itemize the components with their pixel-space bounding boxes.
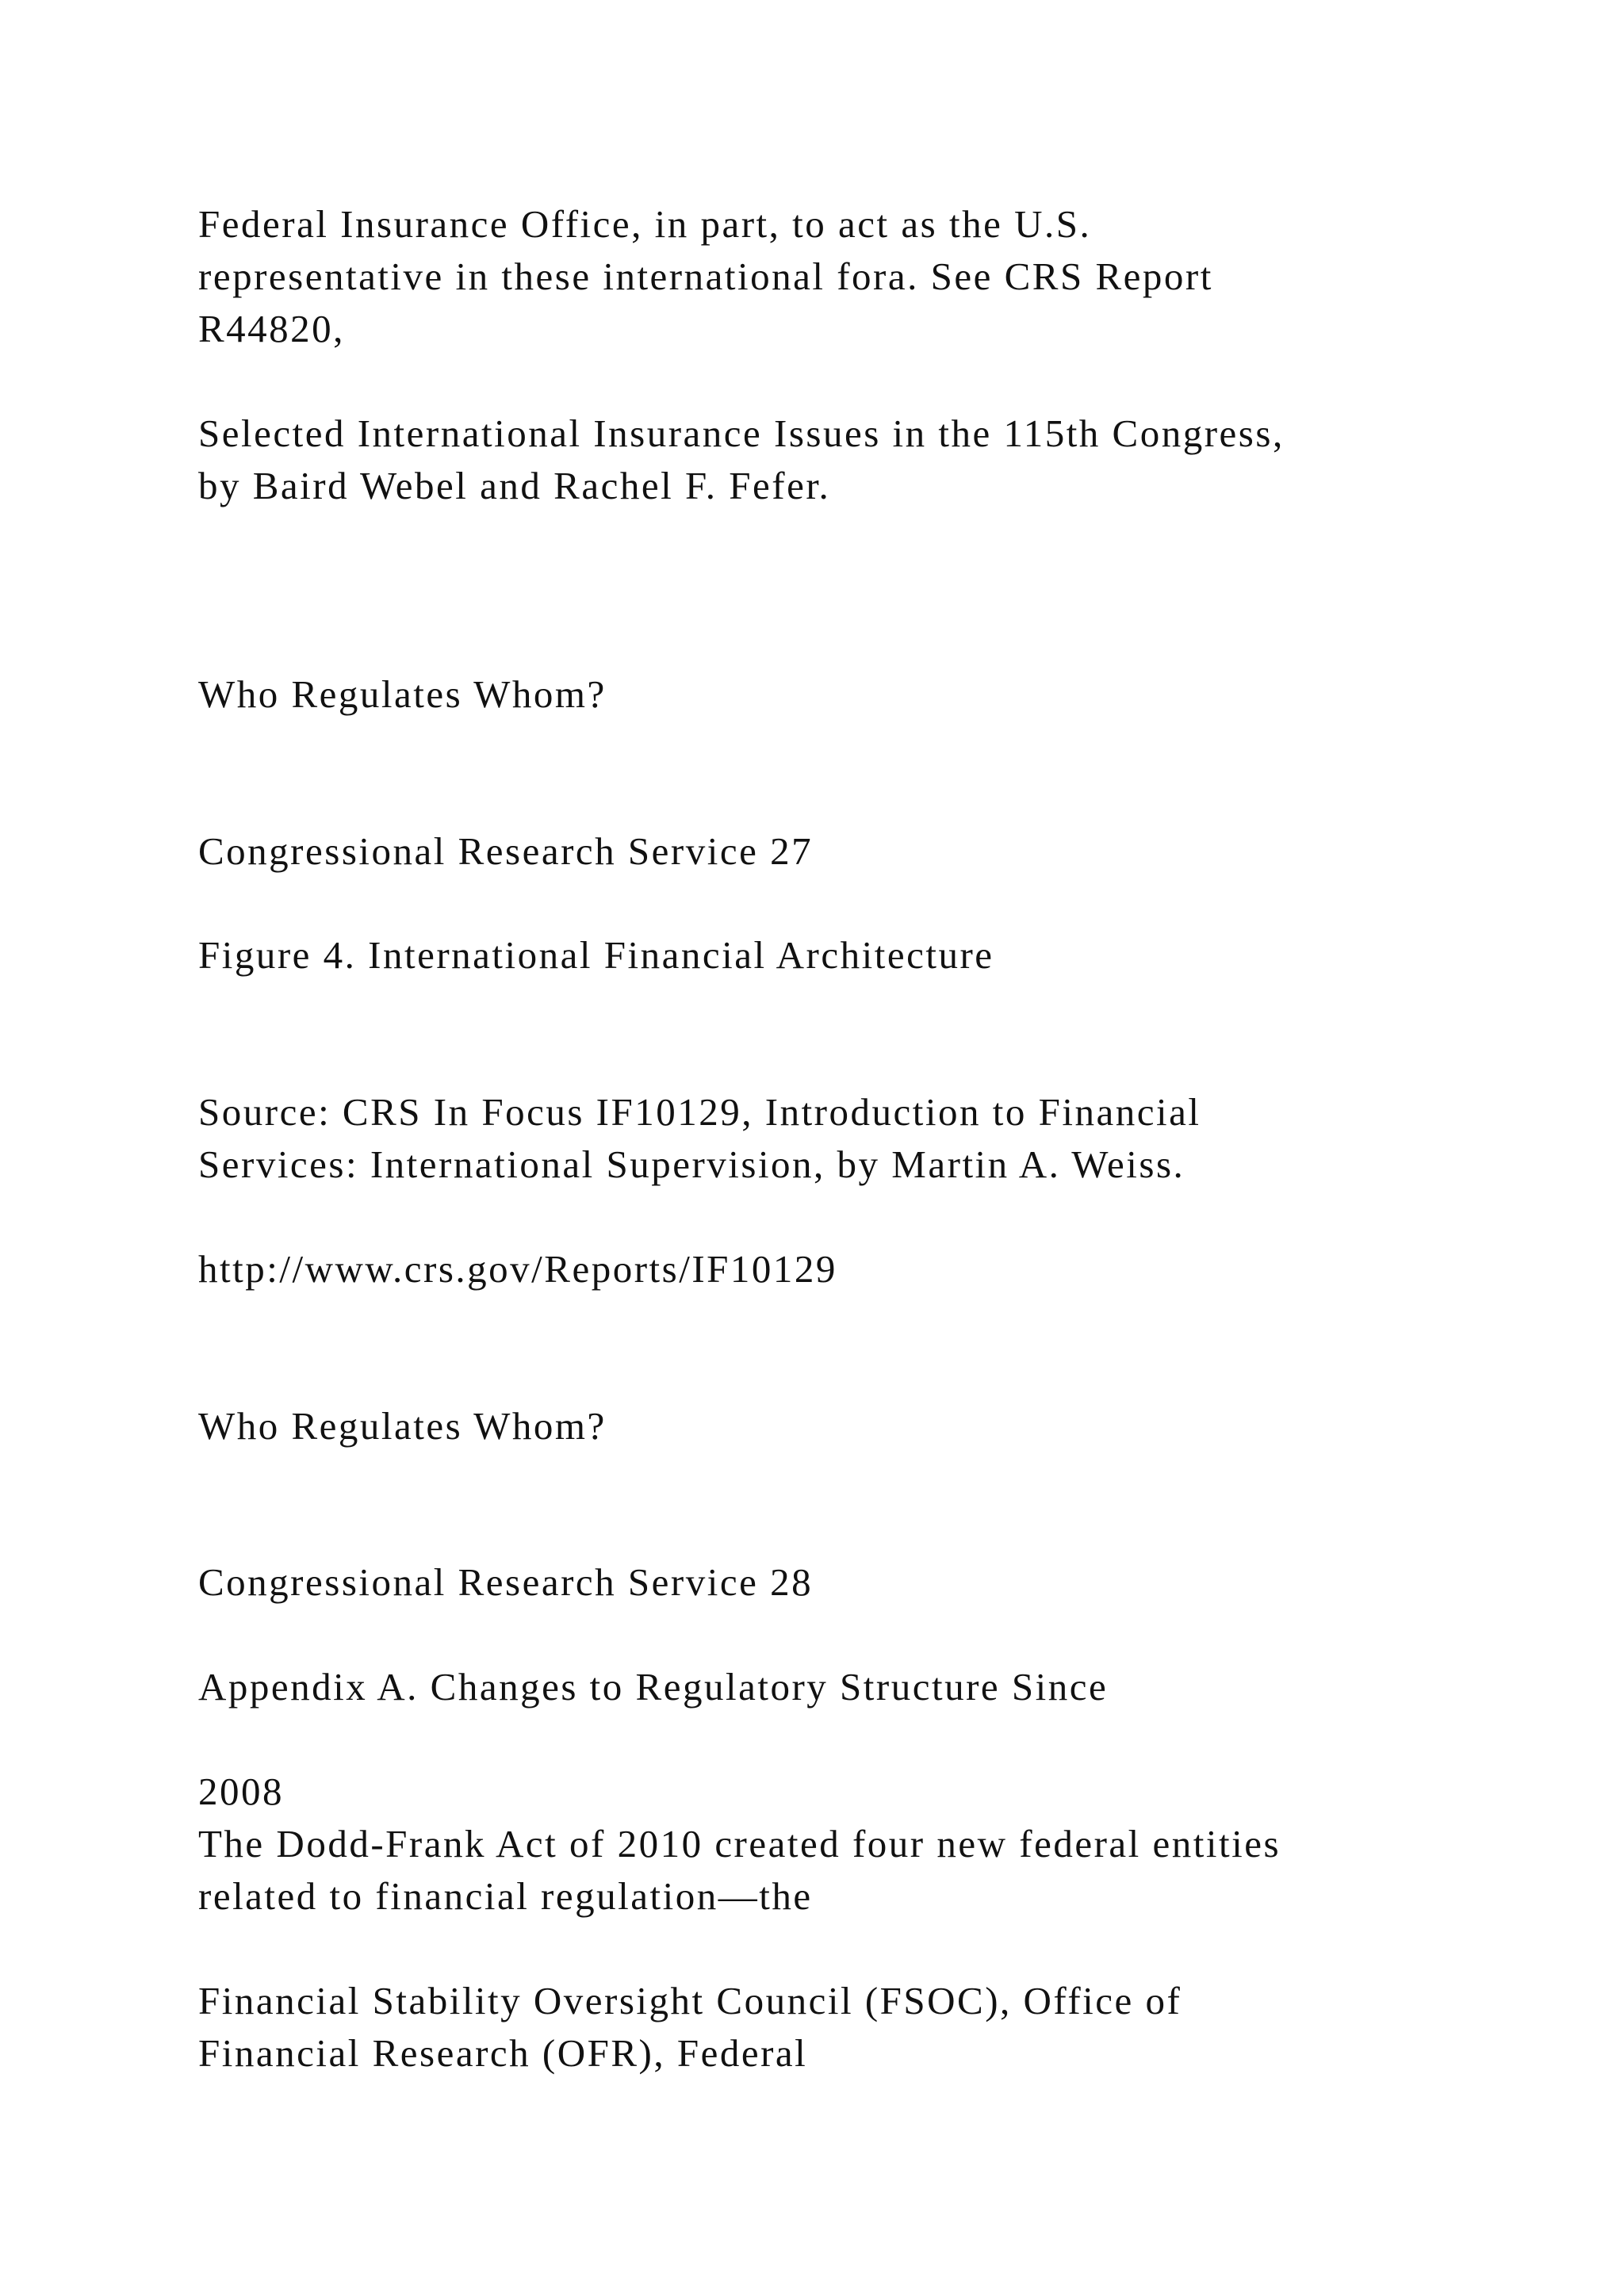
figure-caption: Figure 4. International Financial Architecture <box>198 933 994 977</box>
running-header: Who Regulates Whom? <box>198 1404 607 1448</box>
body-text-line: related to financial regulation—the <box>198 1874 813 1918</box>
appendix-title: Appendix A. Changes to Regulatory Structure Since <box>198 1665 1109 1709</box>
body-text-line: R44820, <box>198 307 345 350</box>
body-text-line: by Baird Webel and Rachel F. Fefer. <box>198 464 831 507</box>
body-text-line: Financial Stability Oversight Council (FSOC), Office of <box>198 1979 1182 2022</box>
body-text-line: representative in these international fora. See CRS Report <box>198 254 1213 298</box>
body-text-line: Selected International Insurance Issues in the 115th Congress, <box>198 411 1285 455</box>
page-footer: Congressional Research Service 28 <box>198 1560 814 1604</box>
body-text-line: The Dodd-Frank Act of 2010 created four new federal entities <box>198 1822 1281 1866</box>
page-footer: Congressional Research Service 27 <box>198 829 814 873</box>
source-url: http://www.crs.gov/Reports/IF10129 <box>198 1247 837 1291</box>
body-text-line: Financial Research (OFR), Federal <box>198 2031 808 2075</box>
body-text-line: Federal Insurance Office, in part, to act as the U.S. <box>198 202 1092 246</box>
source-line: Services: International Supervision, by Martin A. Weiss. <box>198 1142 1185 1186</box>
running-header: Who Regulates Whom? <box>198 672 607 716</box>
source-line: Source: CRS In Focus IF10129, Introduction to Financial <box>198 1090 1201 1134</box>
appendix-year: 2008 <box>198 1770 284 1813</box>
